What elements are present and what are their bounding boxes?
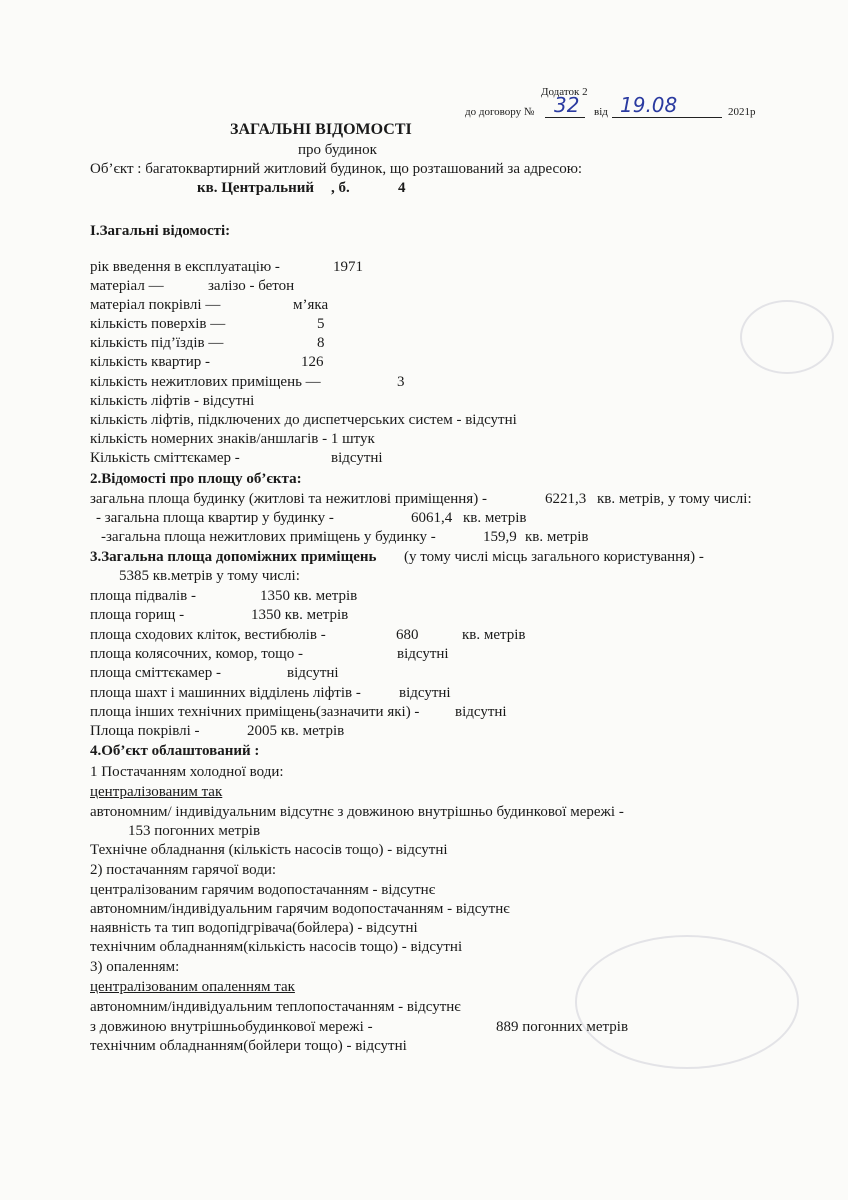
total-area-label: загальна площа будинку (житлові та нежитлові приміщення) - xyxy=(90,491,487,507)
nonres-area-value: 159,9 xyxy=(483,529,517,545)
basements-label: площа підвалів - xyxy=(90,588,196,604)
cold-water-heading: 1 Постачанням холодної води: xyxy=(90,764,284,780)
heating-network-label: з довжиною внутрішньобудинкової мережі - xyxy=(90,1019,373,1035)
floors-label: кількість поверхів — xyxy=(90,316,226,332)
apartments-area-label: - загальна площа квартир у будинку - xyxy=(96,510,334,526)
nonres-count-value: 3 xyxy=(397,374,405,390)
page-subtitle: про будинок xyxy=(298,142,377,158)
address-building-prefix: , б. xyxy=(331,180,350,196)
hot-water-heading: 2) постачанням гарячої води: xyxy=(90,862,277,878)
heating-central: централізованим опаленням так xyxy=(90,979,295,995)
cold-water-central: централізованим так xyxy=(90,784,223,800)
roof-material-value: м’яка xyxy=(293,297,329,313)
roof-area-label: Площа покрівлі - xyxy=(90,723,200,739)
floors-value: 5 xyxy=(317,316,325,332)
material-label: матеріал — xyxy=(90,278,164,294)
chute-area-value: відсутні xyxy=(287,665,339,681)
nonres-area-label: -загальна площа нежитлових приміщень у будинку - xyxy=(101,529,436,545)
hot-water-boiler: наявність та тип водопідгрівача(бойлера) - відсутні xyxy=(90,920,418,936)
heating-equipment: технічним обладнанням(бойлери тощо) - відсутні xyxy=(90,1038,407,1054)
roof-area-value: 2005 кв. метрів xyxy=(247,723,345,739)
shafts-value: відсутні xyxy=(399,685,451,701)
chutes-value: відсутні xyxy=(331,450,383,466)
annex-label: Додаток 2 xyxy=(541,86,588,98)
total-area-unit: кв. метрів, у тому числі: xyxy=(597,491,752,507)
nonres-count-label: кількість нежитлових приміщень — xyxy=(90,374,321,390)
s3-heading-rest: (у тому числі місць загального користування) - xyxy=(404,549,704,565)
object-line: Об’єкт : багатоквартирний житловий будинок, що розташований за адресою: xyxy=(90,161,583,177)
apartments-area-value: 6061,4 xyxy=(411,510,453,526)
faint-stamp-bleed-2 xyxy=(740,300,834,374)
cold-water-equipment: Технічне обладнання (кількість насосів тощо) - відсутні xyxy=(90,842,448,858)
contract-date: 19.08 xyxy=(620,93,678,117)
s2-heading: 2.Відомості про площу об’єкта: xyxy=(90,471,302,487)
hot-water-equipment: технічним обладнанням(кількість насосів тощо) - відсутні xyxy=(90,939,463,955)
page-title: ЗАГАЛЬНІ ВІДОМОСТІ xyxy=(230,121,412,138)
apartments-label: кількість квартир - xyxy=(90,354,210,370)
roof-material-label: матеріал покрівлі — xyxy=(90,297,221,313)
stairs-label: площа сходових кліток, вестибюлів - xyxy=(90,627,326,643)
storage-value: відсутні xyxy=(397,646,449,662)
contract-number-line xyxy=(545,117,585,118)
total-area-value: 6221,3 xyxy=(545,491,587,507)
other-tech-value: відсутні xyxy=(455,704,507,720)
other-tech-label: площа інших технічних приміщень(зазначити які) - xyxy=(90,704,420,720)
s3-heading: 3.Загальна площа допоміжних приміщень xyxy=(90,549,377,565)
shafts-label: площа шахт і машинних відділень ліфтів - xyxy=(90,685,361,701)
date-prefix: від xyxy=(594,106,608,118)
contract-number: 32 xyxy=(554,93,580,117)
year-label: рік введення в експлуатацію - xyxy=(90,259,280,275)
attics-label: площа горищ - xyxy=(90,607,185,623)
apartments-area-unit: кв. метрів xyxy=(463,510,527,526)
storage-label: площа колясочних, комор, тощо - xyxy=(90,646,303,662)
contract-year: 2021р xyxy=(728,106,756,118)
address-street: кв. Центральний xyxy=(197,180,315,196)
heating-autonomous: автономним/індивідуальним теплопостачанням - відсутнє xyxy=(90,999,461,1015)
heating-network-value: 889 погонних метрів xyxy=(496,1019,629,1035)
lifts-count: кількість ліфтів - відсутні xyxy=(90,393,255,409)
auxiliary-total: 5385 кв.метрів у тому числі: xyxy=(119,568,300,584)
contract-prefix: до договору № xyxy=(465,106,535,118)
s1-heading: І.Загальні відомості: xyxy=(90,223,231,239)
hot-water-central: централізованим гарячим водопостачанням - відсутнє xyxy=(90,882,436,898)
apartments-value: 126 xyxy=(301,354,324,370)
year-value: 1971 xyxy=(333,259,363,275)
lifts-dispatch: кількість ліфтів, підключених до диспетчерських систем - відсутні xyxy=(90,412,517,428)
basements-value: 1350 кв. метрів xyxy=(260,588,358,604)
contract-date-line xyxy=(612,117,722,118)
hot-water-autonomous: автономним/індивідуальним гарячим водопостачанням - відсутнє xyxy=(90,901,510,917)
chutes-label: Кількість сміттєкамер - xyxy=(90,450,240,466)
nonres-area-unit: кв. метрів xyxy=(525,529,589,545)
cold-water-length: 153 погонних метрів xyxy=(128,823,261,839)
chute-area-label: площа сміттєкамер - xyxy=(90,665,221,681)
address-building-number: 4 xyxy=(398,180,406,196)
stairs-value: 680 xyxy=(396,627,419,643)
entrances-label: кількість під’їздів — xyxy=(90,335,224,351)
signs-count: кількість номерних знаків/аншлагів - 1 штук xyxy=(90,431,375,447)
material-value: залізо - бетон xyxy=(208,278,295,294)
s4-heading: 4.Об’єкт облаштований : xyxy=(90,743,260,759)
attics-value: 1350 кв. метрів xyxy=(251,607,349,623)
faint-stamp-bleed xyxy=(575,935,799,1069)
heating-heading: 3) опаленням: xyxy=(90,959,180,975)
stairs-unit: кв. метрів xyxy=(462,627,526,643)
cold-water-autonomous: автономним/ індивідуальним відсутнє з довжиною внутрішньо будинкової мережі - xyxy=(90,804,624,820)
entrances-value: 8 xyxy=(317,335,325,351)
